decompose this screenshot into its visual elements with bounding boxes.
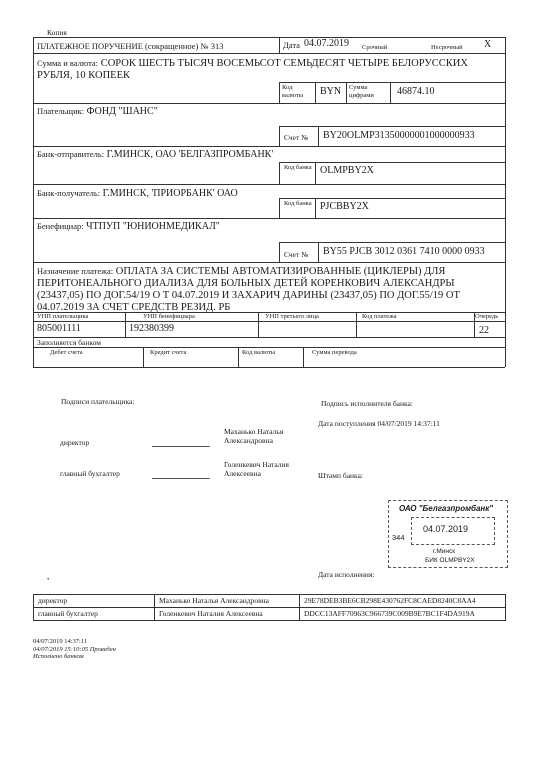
- queue-label: Очередь: [475, 313, 499, 320]
- amount-words-text: СОРОК ШЕСТЬ ТЫСЯЧ ВОСЕМЬСОТ СЕМЬДЕСЯТ ЧЕТЫРЕ БЕЛОРУССКИХ РУБЛЯ, 10 КОПЕЕК: [37, 58, 468, 81]
- sign-hash: DDCC13AFF70963C966739C009B9E7BC1F4DA919A: [300, 608, 506, 621]
- payer-label: Плательщик:: [37, 106, 85, 116]
- beneficiary-account-label: Счет №: [284, 250, 309, 259]
- beneficiary-name: ЧТПУП "ЮНИОНМЕДИКАЛ": [86, 221, 220, 232]
- accountant-label: главный бухгалтер: [60, 469, 120, 478]
- bank-signature-label: Подпись исполнителя банка:: [321, 399, 413, 408]
- beneficiary-line: [37, 221, 220, 232]
- regular-mark: X: [484, 39, 492, 50]
- stamp-bank-name: ОАО "Белгазпромбанк": [399, 504, 494, 513]
- third-party-unp-label: УНП третьего лица: [265, 313, 319, 320]
- table-row: [34, 608, 506, 621]
- amount-digits: 46874.10: [397, 86, 435, 97]
- currency-code-label: Код валюты: [282, 84, 304, 99]
- stamp-label: Штамп банка:: [318, 471, 363, 480]
- stamp-bic: БИК OLMPBY2X: [425, 557, 475, 564]
- sender-bank-line: [37, 149, 273, 160]
- receiver-bank-name: Г.МИНСК, 'ПРИОРБАНК' ОАО: [102, 188, 238, 199]
- currency-value: BYN: [320, 86, 342, 97]
- payer-line: [37, 106, 158, 117]
- date-label: Дата: [283, 40, 300, 50]
- director-name: Маханько Наталья Александровна: [224, 427, 284, 445]
- debit-label: Дебет счета: [50, 349, 83, 356]
- sign-hash: 29E78DEB3BE6CB298E430762FC8CAED8240C8AA4: [300, 595, 506, 608]
- stamp-number: 344: [392, 533, 405, 542]
- stamp-date: 04.07.2019: [423, 524, 469, 534]
- footer-line-3: Исполнено банком: [33, 653, 84, 660]
- payer-unp: 805001111: [37, 323, 81, 334]
- sender-bank-code: OLMPBY2X: [320, 165, 374, 176]
- queue-value: 22: [479, 325, 489, 336]
- credit-label: Кредит счета: [150, 349, 187, 356]
- bank-stamp: [388, 500, 508, 568]
- purpose-label: Назначение платежа:: [37, 266, 114, 276]
- footer-notes: [33, 638, 116, 661]
- beneficiary-account: BY55 PJCB 3012 0361 7410 0000 0933: [323, 246, 485, 257]
- bank-currency-code-label: Код валюты: [242, 349, 276, 356]
- amount-digits-label: Сумма цифрами: [349, 84, 374, 99]
- payer-account: BY20OLMP31350000001000000933: [323, 130, 475, 141]
- stamp-city: г.Минск: [433, 548, 456, 555]
- footer-line-1: 04/07/2019 14:37:11: [33, 638, 88, 645]
- receipt-date: Дата поступления 04/07/2019 14:37:11: [318, 419, 440, 428]
- sender-bank-name: Г.МИНСК, ОАО 'БЕЛГАЗПРОМБАНК': [106, 149, 274, 160]
- receiver-bank-code: PJCBBY2X: [320, 201, 369, 212]
- sign-role: директор: [34, 595, 155, 608]
- payer-account-label: Счет №: [284, 133, 309, 142]
- bank-fill-label: Заполняется банком: [37, 338, 101, 347]
- beneficiary-unp-label: УНП бенефициара: [143, 313, 195, 320]
- sign-role: главный бухгалтер: [34, 608, 155, 621]
- sign-name: Голенкевич Наталия Алексеевна: [155, 608, 300, 621]
- director-label: директор: [60, 438, 90, 447]
- digital-signatures-table: [33, 594, 506, 621]
- payment-code-label: Код платежа: [362, 313, 397, 320]
- execution-date-label: Дата исполнения:: [318, 570, 375, 579]
- order-date: 04.07.2019: [304, 38, 349, 49]
- beneficiary-label: Бенефициар:: [37, 221, 84, 231]
- footer-line-2: 04/07/2019 15:10:05 Проведен: [33, 645, 116, 653]
- beneficiary-unp: 192380399: [129, 323, 174, 334]
- amount-words: [37, 57, 497, 82]
- receiver-bank-line: [37, 188, 238, 199]
- purpose-text: ОПЛАТА ЗА СИСТЕМЫ АВТОМАТИЗИРОВАННЫЕ (ЦИКЛЕРЫ) ДЛЯ ПЕРИТОНЕАЛЬНОГО ДИАЛИЗА ДЛЯ БОЛЬНЫХ ДЕТЕЙ КОРЕНКОВИЧ АЛЕКСАНДРЫ (23437,05) ПО ДОГ.54/19 О Т 04.07.2019 И ЗАХАРИЧ ДАРИНЫ (23437,05) ПО ДОГ.55/19 ОТ 04.07.2019 ЗА СЧЕТ СРЕДСТВ РЕЗИД. РБ: [37, 266, 460, 313]
- transfer-amount-label: Сумма перевода: [312, 349, 357, 356]
- purpose-block: [37, 265, 499, 314]
- payer-name: ФОНД "ШАНС": [86, 106, 158, 117]
- urgent-label: Срочный: [362, 44, 388, 51]
- payer-signatures-label: Подписи плательщика:: [61, 397, 135, 406]
- table-row: [34, 595, 506, 608]
- order-title: ПЛАТЕЖНОЕ ПОРУЧЕНИЕ (сокращенное) № 313: [37, 41, 224, 51]
- copy-label: Копия: [47, 28, 67, 37]
- sender-bank-label: Банк-отправитель:: [37, 149, 105, 159]
- receiver-bank-code-label: Код банка: [284, 200, 312, 207]
- regular-label: Несрочный: [431, 44, 463, 51]
- payer-unp-label: УНП плательщика: [37, 313, 89, 320]
- sender-bank-code-label: Код банка: [284, 164, 312, 171]
- receiver-bank-label: Банк-получатель:: [37, 188, 101, 198]
- sign-name: Маханько Наталья Александровна: [155, 595, 300, 608]
- amount-label: Сумма и валюта:: [37, 58, 99, 68]
- accountant-name: Голенкевич Наталия Алексеевна: [224, 460, 289, 478]
